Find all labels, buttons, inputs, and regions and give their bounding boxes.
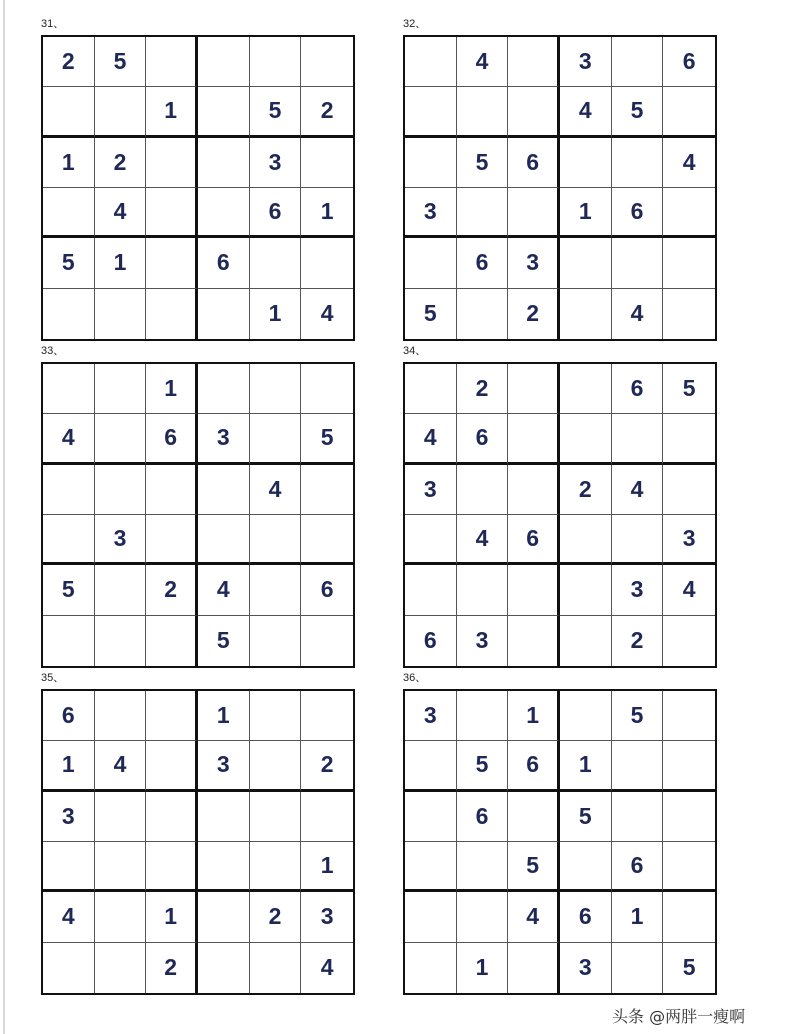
sudoku-grid — [403, 689, 717, 995]
sudoku-cell[interactable]: 2 — [301, 741, 353, 791]
sudoku-cell[interactable] — [405, 842, 457, 892]
sudoku-cell[interactable] — [560, 515, 612, 565]
sudoku-cell[interactable] — [43, 364, 95, 414]
sudoku-cell[interactable]: 3 — [560, 943, 612, 993]
sudoku-cell[interactable]: 3 — [250, 138, 302, 188]
sudoku-cell[interactable] — [457, 691, 509, 741]
sudoku-cell[interactable]: 4 — [43, 892, 95, 942]
sudoku-cell[interactable]: 3 — [405, 691, 457, 741]
sudoku-cell[interactable]: 6 — [146, 414, 198, 464]
sudoku-cell[interactable] — [95, 465, 147, 515]
sudoku-grid — [41, 689, 355, 995]
sudoku-cell[interactable] — [250, 37, 302, 87]
sudoku-cell[interactable]: 6 — [198, 238, 250, 288]
sudoku-cell[interactable]: 5 — [95, 37, 147, 87]
sudoku-cell[interactable] — [405, 565, 457, 615]
sudoku-cell[interactable]: 4 — [612, 465, 664, 515]
sudoku-cell[interactable] — [43, 87, 95, 137]
sudoku-cell[interactable] — [198, 364, 250, 414]
sudoku-cell[interactable]: 5 — [560, 792, 612, 842]
sudoku-cell[interactable]: 4 — [612, 289, 664, 339]
sudoku-cell[interactable]: 4 — [457, 515, 509, 565]
sudoku-cell[interactable]: 1 — [198, 691, 250, 741]
sudoku-cell[interactable] — [198, 87, 250, 137]
sudoku-cell[interactable] — [663, 87, 715, 137]
sudoku-cell[interactable]: 4 — [663, 138, 715, 188]
sudoku-cell[interactable]: 3 — [43, 792, 95, 842]
sudoku-cell[interactable] — [508, 37, 560, 87]
sudoku-cell[interactable] — [560, 842, 612, 892]
sudoku-cell[interactable] — [198, 289, 250, 339]
sudoku-cell[interactable] — [146, 289, 198, 339]
sudoku-cell[interactable]: 2 — [301, 87, 353, 137]
sudoku-cell[interactable] — [663, 792, 715, 842]
sudoku-cell[interactable]: 6 — [457, 414, 509, 464]
sudoku-cell[interactable]: 2 — [146, 943, 198, 993]
puzzle-number-label: 36、 — [403, 672, 427, 684]
sudoku-cell[interactable]: 1 — [250, 289, 302, 339]
sudoku-cell[interactable] — [146, 842, 198, 892]
sudoku-cell[interactable]: 3 — [198, 741, 250, 791]
sudoku-cell[interactable] — [612, 37, 664, 87]
sudoku-cell[interactable]: 5 — [663, 364, 715, 414]
sudoku-cell[interactable]: 3 — [508, 238, 560, 288]
sudoku-cell[interactable] — [95, 792, 147, 842]
sudoku-cell[interactable] — [663, 616, 715, 666]
watermark-text: 头条 @两胖一瘦啊 — [612, 1007, 746, 1026]
sudoku-grid — [41, 362, 355, 668]
sudoku-cell[interactable] — [508, 188, 560, 238]
sudoku-cell[interactable] — [250, 364, 302, 414]
sudoku-cell[interactable] — [405, 87, 457, 137]
sudoku-cell[interactable] — [508, 465, 560, 515]
sudoku-cell[interactable]: 1 — [95, 238, 147, 288]
sudoku-cell[interactable] — [457, 87, 509, 137]
sudoku-cell[interactable]: 1 — [612, 892, 664, 942]
sudoku-cell[interactable]: 6 — [43, 691, 95, 741]
sudoku-cell[interactable] — [508, 364, 560, 414]
puzzle-number-label: 34、 — [403, 345, 427, 357]
sudoku-cell[interactable]: 5 — [457, 741, 509, 791]
sudoku-cell[interactable] — [560, 414, 612, 464]
sudoku-cell[interactable] — [508, 792, 560, 842]
sudoku-cell[interactable] — [457, 892, 509, 942]
puzzle-number-label: 32、 — [403, 18, 427, 30]
sudoku-cell[interactable] — [612, 741, 664, 791]
sudoku-cell[interactable] — [198, 943, 250, 993]
sudoku-cell[interactable]: 4 — [95, 741, 147, 791]
sudoku-cell[interactable]: 1 — [43, 741, 95, 791]
sudoku-cell[interactable] — [250, 792, 302, 842]
sudoku-cell[interactable] — [301, 465, 353, 515]
sudoku-cell[interactable] — [146, 741, 198, 791]
sudoku-cell[interactable] — [560, 289, 612, 339]
sudoku-cell[interactable] — [43, 842, 95, 892]
sudoku-cell[interactable]: 1 — [457, 943, 509, 993]
sudoku-cell[interactable] — [95, 414, 147, 464]
sudoku-cell[interactable] — [43, 943, 95, 993]
sudoku-cell[interactable]: 3 — [663, 515, 715, 565]
sudoku-cell[interactable] — [301, 691, 353, 741]
sudoku-cell[interactable] — [560, 238, 612, 288]
sudoku-cell[interactable] — [405, 238, 457, 288]
sudoku-cell[interactable]: 5 — [612, 87, 664, 137]
sudoku-cell[interactable] — [250, 565, 302, 615]
sudoku-cell[interactable] — [663, 465, 715, 515]
sudoku-cell[interactable] — [457, 465, 509, 515]
sudoku-cell[interactable]: 1 — [146, 364, 198, 414]
sudoku-cell[interactable] — [95, 364, 147, 414]
sudoku-cell[interactable] — [663, 238, 715, 288]
sudoku-cell[interactable]: 3 — [405, 465, 457, 515]
sudoku-cell[interactable] — [301, 792, 353, 842]
sudoku-cell[interactable] — [198, 465, 250, 515]
sudoku-cell[interactable] — [560, 364, 612, 414]
sudoku-cell[interactable] — [663, 188, 715, 238]
sudoku-cell[interactable] — [405, 364, 457, 414]
sudoku-cell[interactable]: 1 — [146, 892, 198, 942]
sudoku-cell[interactable] — [146, 515, 198, 565]
sudoku-cell[interactable] — [250, 616, 302, 666]
sudoku-cell[interactable] — [95, 842, 147, 892]
sudoku-cell[interactable]: 6 — [457, 238, 509, 288]
sudoku-cell[interactable] — [612, 238, 664, 288]
sudoku-cell[interactable] — [457, 842, 509, 892]
sudoku-cell[interactable]: 4 — [320, 300, 334, 327]
sudoku-cell[interactable] — [663, 691, 715, 741]
sudoku-cell[interactable]: 1 — [301, 842, 353, 892]
sudoku-cell[interactable] — [405, 138, 457, 188]
page-left-rule — [3, 0, 5, 1034]
sudoku-cell[interactable]: 4 — [43, 414, 95, 464]
sudoku-cell[interactable] — [612, 792, 664, 842]
sudoku-cell[interactable]: 2 — [250, 892, 302, 942]
sudoku-cell[interactable] — [146, 616, 198, 666]
sudoku-cell[interactable] — [612, 515, 664, 565]
sudoku-cell[interactable] — [560, 691, 612, 741]
sudoku-cell[interactable] — [560, 138, 612, 188]
sudoku-cell[interactable] — [457, 188, 509, 238]
sudoku-cell[interactable]: 4 — [405, 414, 457, 464]
sudoku-cell[interactable]: 1 — [146, 87, 198, 137]
sudoku-cell[interactable] — [663, 842, 715, 892]
sudoku-cell[interactable]: 6 — [301, 565, 353, 615]
sudoku-cell[interactable]: 2 — [95, 138, 147, 188]
sudoku-cell[interactable] — [146, 138, 198, 188]
sudoku-cell[interactable]: 5 — [250, 87, 302, 137]
sudoku-cell[interactable]: 4 — [663, 565, 715, 615]
sudoku-cell[interactable] — [43, 289, 95, 339]
sudoku-cell[interactable]: 1 — [301, 188, 353, 238]
sudoku-cell[interactable] — [250, 842, 302, 892]
sudoku-cell[interactable] — [301, 364, 353, 414]
sudoku-cell[interactable] — [560, 565, 612, 615]
sudoku-cell[interactable]: 5 — [43, 238, 95, 288]
sudoku-cell[interactable]: 5 — [43, 565, 95, 615]
sudoku-cell[interactable] — [405, 741, 457, 791]
sudoku-cell[interactable]: 3 — [457, 616, 509, 666]
puzzle-number-label: 31、 — [41, 18, 65, 30]
sudoku-cell[interactable]: 6 — [405, 616, 457, 666]
sudoku-cell[interactable] — [301, 515, 353, 565]
sudoku-cell[interactable]: 6 — [250, 188, 302, 238]
sudoku-cell[interactable] — [508, 565, 560, 615]
sudoku-cell[interactable] — [198, 842, 250, 892]
sudoku-cell[interactable]: 4 — [560, 87, 612, 137]
sudoku-cell[interactable]: 5 — [612, 691, 664, 741]
sudoku-cell[interactable]: 4 — [508, 892, 560, 942]
sudoku-cell[interactable]: 6 — [663, 37, 715, 87]
sudoku-cell[interactable] — [43, 465, 95, 515]
sudoku-cell[interactable] — [457, 289, 509, 339]
sudoku-cell[interactable]: 6 — [457, 792, 509, 842]
sudoku-cell[interactable] — [198, 37, 250, 87]
sudoku-cell[interactable] — [95, 87, 147, 137]
sudoku-cell[interactable] — [198, 892, 250, 942]
sudoku-cell[interactable]: 5 — [682, 954, 696, 981]
sudoku-cell[interactable] — [250, 943, 302, 993]
sudoku-cell[interactable] — [95, 691, 147, 741]
sudoku-cell[interactable] — [405, 892, 457, 942]
sudoku-cell[interactable]: 1 — [43, 138, 95, 188]
sudoku-cell[interactable] — [405, 515, 457, 565]
sudoku-cell[interactable] — [301, 616, 353, 666]
sudoku-cell[interactable] — [146, 238, 198, 288]
sudoku-cell[interactable]: 3 — [405, 188, 457, 238]
sudoku-cell[interactable] — [198, 515, 250, 565]
sudoku-cell[interactable] — [560, 616, 612, 666]
sudoku-cell[interactable]: 1 — [560, 741, 612, 791]
sudoku-cell[interactable]: 3 — [198, 414, 250, 464]
sudoku-cell[interactable]: 2 — [560, 465, 612, 515]
sudoku-cell[interactable]: 2 — [43, 37, 95, 87]
sudoku-cell[interactable]: 3 — [560, 37, 612, 87]
sudoku-cell[interactable]: 6 — [560, 892, 612, 942]
sudoku-cell[interactable] — [95, 892, 147, 942]
sudoku-cell[interactable] — [146, 465, 198, 515]
sudoku-cell[interactable]: 5 — [508, 842, 560, 892]
sudoku-cell[interactable] — [301, 37, 353, 87]
sudoku-cell[interactable]: 6 — [612, 364, 664, 414]
sudoku-cell[interactable]: 4 — [250, 465, 302, 515]
sudoku-cell[interactable] — [146, 691, 198, 741]
sudoku-cell[interactable] — [663, 892, 715, 942]
sudoku-cell[interactable]: 3 — [301, 892, 353, 942]
sudoku-cell[interactable] — [250, 741, 302, 791]
sudoku-cell[interactable]: 2 — [457, 364, 509, 414]
sudoku-cell[interactable] — [663, 741, 715, 791]
sudoku-cell[interactable] — [250, 414, 302, 464]
sudoku-cell[interactable] — [405, 792, 457, 842]
sudoku-cell[interactable]: 3 — [612, 565, 664, 615]
sudoku-cell[interactable]: 5 — [198, 616, 250, 666]
sudoku-cell[interactable]: 2 — [508, 289, 560, 339]
sudoku-cell[interactable]: 4 — [320, 954, 334, 981]
sudoku-cell[interactable] — [301, 138, 353, 188]
sudoku-cell[interactable]: 5 — [457, 138, 509, 188]
sudoku-grid — [41, 35, 355, 341]
puzzle-number-label: 35、 — [41, 672, 65, 684]
sudoku-cell[interactable]: 5 — [301, 414, 353, 464]
sudoku-cell[interactable] — [663, 289, 715, 339]
puzzle-number-label: 33、 — [41, 345, 65, 357]
sudoku-cell[interactable]: 2 — [612, 616, 664, 666]
sudoku-cell[interactable] — [250, 691, 302, 741]
sudoku-grid — [403, 362, 717, 668]
sudoku-cell[interactable] — [457, 565, 509, 615]
sudoku-cell[interactable] — [95, 565, 147, 615]
sudoku-cell[interactable] — [301, 238, 353, 288]
sudoku-cell[interactable]: 5 — [405, 289, 457, 339]
sudoku-cell[interactable] — [95, 289, 147, 339]
sudoku-cell[interactable]: 6 — [612, 188, 664, 238]
sudoku-cell[interactable]: 6 — [508, 138, 560, 188]
sudoku-cell[interactable]: 6 — [612, 842, 664, 892]
sudoku-grid — [403, 35, 717, 341]
sudoku-cell[interactable]: 6 — [508, 741, 560, 791]
sudoku-cell[interactable]: 2 — [146, 565, 198, 615]
sudoku-cell[interactable]: 4 — [95, 188, 147, 238]
sudoku-cell[interactable]: 3 — [95, 515, 147, 565]
sudoku-cell[interactable]: 4 — [457, 37, 509, 87]
sudoku-cell[interactable] — [198, 792, 250, 842]
sudoku-cell[interactable]: 1 — [560, 188, 612, 238]
sudoku-cell[interactable] — [508, 414, 560, 464]
sudoku-cell[interactable]: 6 — [508, 515, 560, 565]
sudoku-cell[interactable] — [146, 792, 198, 842]
sudoku-cell[interactable] — [146, 37, 198, 87]
sudoku-cell[interactable] — [405, 943, 457, 993]
sudoku-cell[interactable] — [43, 188, 95, 238]
sudoku-cell[interactable] — [43, 515, 95, 565]
sudoku-cell[interactable] — [95, 943, 147, 993]
sudoku-cell[interactable] — [198, 138, 250, 188]
sudoku-cell[interactable] — [250, 515, 302, 565]
sudoku-cell[interactable] — [612, 943, 664, 993]
sudoku-cell[interactable]: 4 — [198, 565, 250, 615]
sudoku-cell[interactable] — [612, 414, 664, 464]
sudoku-cell[interactable] — [95, 616, 147, 666]
sudoku-cell[interactable] — [43, 616, 95, 666]
sudoku-cell[interactable] — [250, 238, 302, 288]
sudoku-cell[interactable]: 1 — [508, 691, 560, 741]
sudoku-cell[interactable] — [198, 188, 250, 238]
sudoku-cell[interactable] — [508, 943, 560, 993]
sudoku-cell[interactable] — [663, 414, 715, 464]
sudoku-cell[interactable] — [612, 138, 664, 188]
sudoku-cell[interactable] — [508, 616, 560, 666]
sudoku-cell[interactable] — [405, 37, 457, 87]
sudoku-cell[interactable] — [146, 188, 198, 238]
sudoku-cell[interactable] — [508, 87, 560, 137]
